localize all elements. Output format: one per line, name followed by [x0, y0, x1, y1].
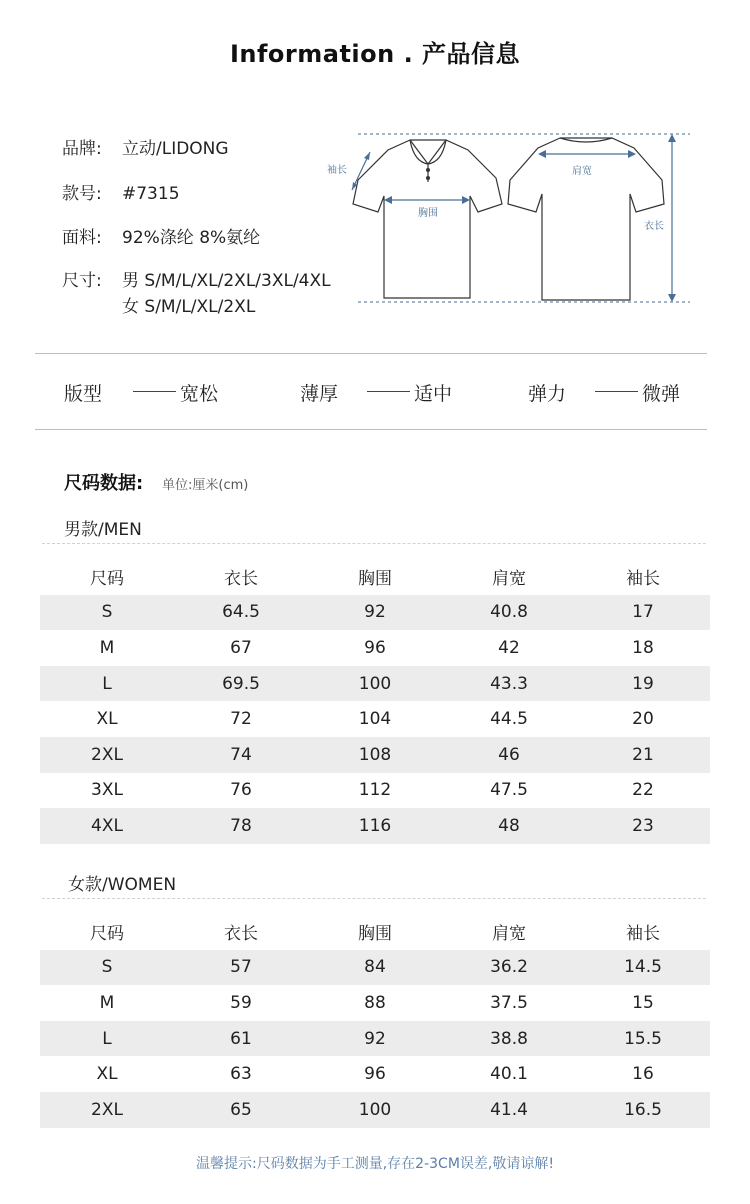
- length-label: 衣长: [644, 221, 664, 232]
- column-header: 袖长: [626, 924, 660, 945]
- table-cell: 38.8: [442, 1021, 576, 1057]
- table-row: [40, 808, 710, 844]
- spec-thickness-label: 薄厚: [300, 383, 339, 405]
- table-cell: 40.1: [490, 1064, 528, 1085]
- column-header: 肩宽: [492, 569, 526, 590]
- men-size-table: [40, 559, 710, 844]
- table-cell: 100: [308, 1092, 442, 1128]
- table-row: [40, 950, 710, 986]
- column-header: 尺码: [90, 924, 124, 945]
- footer-note: 温馨提示:尺码数据为手工测量,存在2-3CM误差,敬请谅解!: [196, 1156, 554, 1172]
- table-cell: 84: [308, 950, 442, 986]
- divider-top: [35, 353, 707, 354]
- brand-value: 立动/LIDONG: [122, 139, 229, 159]
- table-cell: M: [99, 637, 115, 658]
- table-cell: 47.5: [490, 780, 528, 801]
- table-cell: 37.5: [490, 992, 528, 1013]
- table-cell: 92: [308, 595, 442, 631]
- table-cell: 74: [174, 737, 308, 773]
- table-cell: 61: [174, 1021, 308, 1057]
- men-section-title: 男款/MEN: [64, 520, 142, 540]
- spec-fit-label: 版型: [64, 383, 103, 405]
- spec-elasticity-value: 微弹: [642, 383, 681, 405]
- table-cell: 76: [230, 780, 252, 801]
- table-cell: 104: [358, 709, 392, 730]
- table-cell: 4XL: [40, 808, 174, 844]
- size-men-value: 男 S/M/L/XL/2XL/3XL/4XL: [122, 271, 331, 291]
- column-header: 衣长: [224, 924, 258, 945]
- fabric-value: 92%涤纶 8%氨纶: [122, 228, 261, 248]
- size-women-value: 女 S/M/L/XL/2XL: [122, 297, 256, 317]
- table-cell: S: [40, 950, 174, 986]
- size-row: [62, 266, 331, 291]
- table-row: [40, 595, 710, 631]
- table-row: [40, 1056, 710, 1092]
- table-cell: 23: [576, 808, 710, 844]
- page-title: Information . 产品信息: [229, 40, 521, 68]
- divider-bottom: [35, 429, 707, 430]
- brand-row: [62, 134, 229, 159]
- table-cell: S: [40, 595, 174, 631]
- women-dashed-divider: [42, 898, 706, 899]
- table-cell: 46: [442, 737, 576, 773]
- table-cell: 92: [308, 1021, 442, 1057]
- measurement-diagram: [318, 120, 698, 320]
- table-cell: 57: [174, 950, 308, 986]
- fabric-label: 面料:: [62, 228, 102, 248]
- table-row: [40, 1021, 710, 1057]
- table-cell: 88: [364, 992, 386, 1013]
- spec-elasticity-label: 弹力: [528, 383, 567, 405]
- table-cell: L: [40, 1021, 174, 1057]
- women-size-table: [40, 914, 710, 1128]
- table-row: [40, 630, 710, 666]
- table-cell: 48: [442, 808, 576, 844]
- table-cell: 108: [308, 737, 442, 773]
- table-row: [40, 985, 710, 1021]
- men-dashed-divider: [42, 543, 706, 544]
- column-header: 胸围: [358, 569, 392, 590]
- table-cell: 116: [308, 808, 442, 844]
- table-cell: 67: [230, 637, 252, 658]
- front-shirt-icon: [353, 140, 502, 298]
- column-header: 袖长: [626, 569, 660, 590]
- table-row: [40, 666, 710, 702]
- column-header: 肩宽: [492, 924, 526, 945]
- table-cell: 22: [632, 780, 654, 801]
- table-cell: 15.5: [576, 1021, 710, 1057]
- table-cell: 63: [230, 1064, 252, 1085]
- table-cell: 2XL: [40, 1092, 174, 1128]
- table-cell: XL: [96, 709, 118, 730]
- spec-fit-dash: [133, 391, 176, 392]
- table-cell: 40.8: [442, 595, 576, 631]
- table-cell: M: [99, 992, 115, 1013]
- table-cell: 100: [308, 666, 442, 702]
- table-cell: L: [40, 666, 174, 702]
- table-cell: 21: [576, 737, 710, 773]
- table-cell: 3XL: [91, 780, 123, 801]
- spec-elasticity-dash: [595, 391, 638, 392]
- chest-label: 胸围: [418, 208, 438, 219]
- table-cell: 72: [230, 709, 252, 730]
- table-cell: 42: [498, 637, 520, 658]
- size-data-unit: 单位:厘米(cm): [162, 478, 249, 493]
- table-cell: 96: [364, 637, 386, 658]
- column-header: 尺码: [90, 569, 124, 590]
- table-cell: 18: [632, 637, 654, 658]
- table-cell: 14.5: [576, 950, 710, 986]
- table-cell: 19: [576, 666, 710, 702]
- table-cell: 65: [174, 1092, 308, 1128]
- table-cell: 43.3: [442, 666, 576, 702]
- table-cell: XL: [96, 1064, 118, 1085]
- size-data-title: 尺码数据:: [64, 473, 144, 494]
- table-header-row: [40, 559, 710, 595]
- table-cell: 16: [632, 1064, 654, 1085]
- brand-label: 品牌:: [62, 139, 102, 159]
- table-row: [40, 701, 710, 737]
- women-section-title: 女款/WOMEN: [68, 875, 177, 895]
- table-cell: 16.5: [576, 1092, 710, 1128]
- table-cell: 20: [632, 709, 654, 730]
- table-cell: 78: [174, 808, 308, 844]
- style-no-row: [62, 179, 180, 204]
- table-cell: 69.5: [174, 666, 308, 702]
- table-cell: 59: [230, 992, 252, 1013]
- table-cell: 41.4: [442, 1092, 576, 1128]
- table-cell: 96: [364, 1064, 386, 1085]
- spec-thickness-dash: [367, 391, 410, 392]
- size-label: 尺寸:: [62, 271, 102, 291]
- table-cell: 15: [632, 992, 654, 1013]
- spec-fit-value: 宽松: [180, 383, 219, 405]
- sleeve-label: 袖长: [327, 165, 347, 176]
- table-cell: 112: [358, 780, 392, 801]
- table-cell: 2XL: [40, 737, 174, 773]
- table-row: [40, 773, 710, 809]
- fabric-row: [62, 223, 260, 248]
- style-no-value: #7315: [122, 184, 180, 204]
- table-row: [40, 737, 710, 773]
- table-header-row: [40, 914, 710, 950]
- shoulder-label: 肩宽: [572, 166, 592, 177]
- table-cell: 64.5: [174, 595, 308, 631]
- table-cell: 17: [576, 595, 710, 631]
- column-header: 胸围: [358, 924, 392, 945]
- column-header: 衣长: [224, 569, 258, 590]
- style-no-label: 款号:: [62, 184, 102, 204]
- table-cell: 36.2: [442, 950, 576, 986]
- table-cell: 44.5: [490, 709, 528, 730]
- table-row: [40, 1092, 710, 1128]
- spec-thickness-value: 适中: [414, 383, 453, 405]
